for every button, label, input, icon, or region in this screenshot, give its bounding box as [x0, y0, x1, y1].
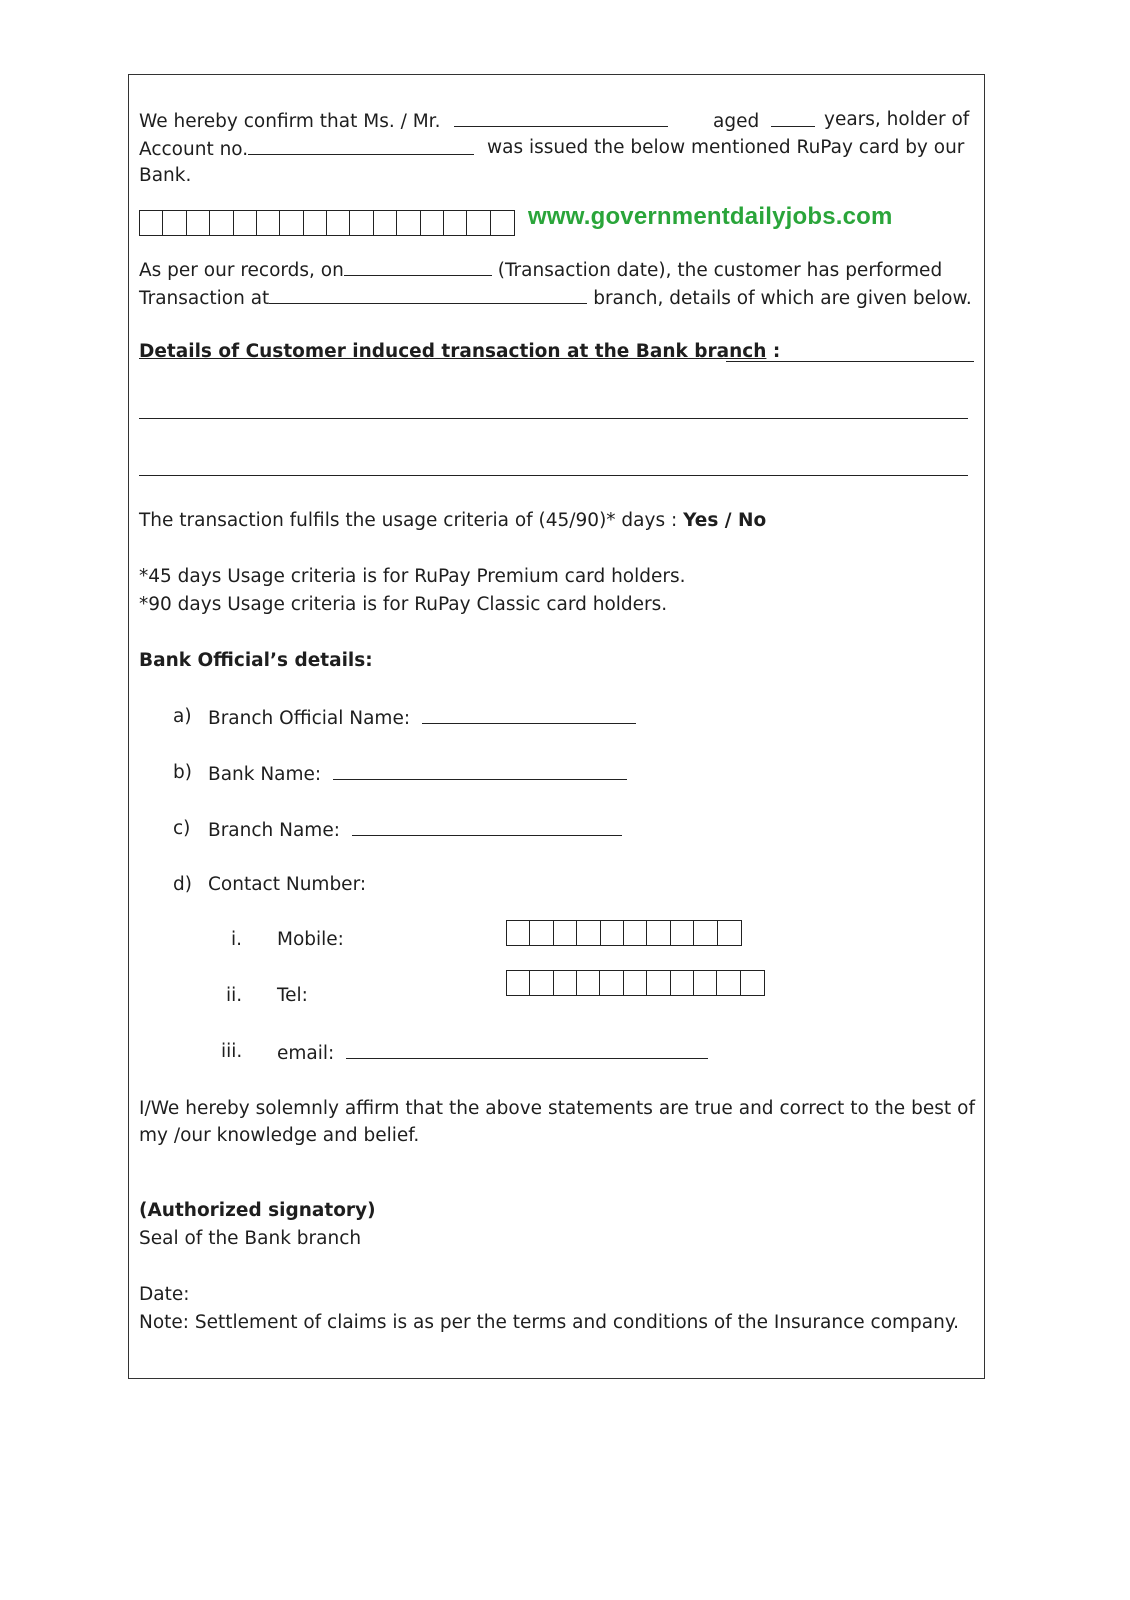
item-c-marker: c): [173, 818, 191, 839]
digit-box[interactable]: [554, 921, 577, 945]
records-line-1: [139, 258, 942, 282]
digit-box[interactable]: [577, 971, 600, 995]
digit-box[interactable]: [421, 211, 444, 235]
official-name-label: Branch Official Name:: [208, 708, 411, 729]
transaction-date-field[interactable]: [344, 258, 492, 276]
digit-box[interactable]: [304, 211, 327, 235]
authorized-signatory: (Authorized signatory): [139, 1200, 376, 1221]
account-number-field[interactable]: [248, 137, 474, 155]
email-row: [277, 1041, 708, 1065]
tel-boxes[interactable]: [506, 970, 765, 996]
seal-text: Seal of the Bank branch: [139, 1228, 362, 1249]
tel-label: Tel:: [277, 985, 308, 1006]
digit-box[interactable]: [624, 971, 647, 995]
settlement-note: Note: Settlement of claims is as per the terms and conditions of the Insurance company.: [139, 1312, 960, 1333]
email-field[interactable]: [346, 1041, 708, 1059]
digit-box[interactable]: [530, 921, 553, 945]
digit-box[interactable]: [187, 211, 210, 235]
official-name-row: [208, 706, 636, 730]
transaction-at-text: Transaction at: [139, 288, 270, 309]
digit-box[interactable]: [257, 211, 280, 235]
item-ii-marker: ii.: [226, 985, 243, 1006]
bank-name-field[interactable]: [333, 762, 627, 780]
digit-box[interactable]: [327, 211, 350, 235]
details-heading-row: [139, 341, 780, 363]
bank-name-label: Bank Name:: [208, 764, 322, 785]
usage-row: [139, 510, 766, 532]
customer-name-field[interactable]: [454, 109, 668, 127]
digit-box[interactable]: [600, 971, 623, 995]
records-line-2: [139, 286, 972, 310]
digit-box[interactable]: [671, 971, 694, 995]
digit-box[interactable]: [671, 921, 694, 945]
affirm-line-2: my /our knowledge and belief.: [139, 1125, 420, 1146]
digit-box[interactable]: [554, 971, 577, 995]
official-heading: Bank Official’s details:: [139, 650, 373, 671]
digit-box[interactable]: [647, 921, 670, 945]
issued-text: was issued the below mentioned RuPay card by our: [487, 137, 965, 158]
digit-box[interactable]: [444, 211, 467, 235]
item-d-marker: d): [173, 874, 192, 895]
digit-box[interactable]: [350, 211, 373, 235]
digit-box[interactable]: [530, 971, 553, 995]
official-name-field[interactable]: [422, 706, 636, 724]
years-text: years, holder of: [824, 109, 970, 130]
digit-box[interactable]: [374, 211, 397, 235]
branch-name-label: Branch Name:: [208, 820, 340, 841]
confirm-text: We hereby confirm that Ms. / Mr.: [139, 111, 441, 132]
digit-box[interactable]: [718, 921, 741, 945]
item-a-marker: a): [173, 706, 192, 727]
age-field[interactable]: [771, 109, 815, 127]
details-heading: Details of Customer induced transaction at the Bank branch: [139, 341, 767, 362]
digit-box[interactable]: [467, 211, 490, 235]
digit-box[interactable]: [601, 921, 624, 945]
aged-group: [713, 109, 815, 133]
contact-number-label: Contact Number:: [208, 874, 367, 895]
digit-box[interactable]: [624, 921, 647, 945]
digit-box[interactable]: [491, 211, 514, 235]
transaction-branch-field[interactable]: [269, 286, 587, 304]
mobile-boxes[interactable]: [506, 920, 742, 946]
digit-box[interactable]: [694, 921, 717, 945]
digit-box[interactable]: [741, 971, 764, 995]
item-iii-marker: iii.: [221, 1041, 243, 1062]
branch-name-field[interactable]: [352, 818, 622, 836]
digit-box[interactable]: [717, 971, 740, 995]
digit-box[interactable]: [577, 921, 600, 945]
date-label: Date:: [139, 1284, 190, 1305]
watermark-text: www.governmentdailyjobs.com: [528, 203, 893, 230]
details-line-2[interactable]: [139, 475, 968, 476]
digit-box[interactable]: [280, 211, 303, 235]
confirm-line-1: [139, 109, 668, 133]
affirm-line-1: I/We hereby solemnly affirm that the above statements are true and correct to the best of: [139, 1098, 975, 1119]
mobile-label: Mobile:: [277, 929, 344, 950]
details-line-1[interactable]: [139, 418, 968, 419]
details-colon: :: [772, 341, 781, 362]
digit-box[interactable]: [507, 971, 530, 995]
as-per-text: As per our records, on: [139, 260, 344, 281]
digit-box[interactable]: [234, 211, 257, 235]
bank-name-row: [208, 762, 627, 786]
account-text: Account no.: [139, 139, 249, 160]
item-i-marker: i.: [231, 929, 243, 950]
branch-details-text: branch, details of which are given below.: [593, 288, 972, 309]
transaction-date-text: (Transaction date), the customer has performed: [497, 260, 943, 281]
confirm-line-2: [139, 137, 474, 161]
bank-text: Bank.: [139, 165, 192, 186]
digit-box[interactable]: [694, 971, 717, 995]
digit-box[interactable]: [163, 211, 186, 235]
email-label: email:: [277, 1043, 335, 1064]
digit-box[interactable]: [140, 211, 163, 235]
aged-text: aged: [713, 111, 760, 132]
digit-box[interactable]: [210, 211, 233, 235]
usage-note-90: *90 days Usage criteria is for RuPay Classic card holders.: [139, 594, 668, 615]
usage-text: The transaction fulfils the usage criteria of (45/90)* days :: [139, 510, 678, 531]
item-b-marker: b): [173, 762, 192, 783]
digit-box[interactable]: [507, 921, 530, 945]
digit-box[interactable]: [647, 971, 670, 995]
details-line-0[interactable]: [726, 361, 974, 362]
card-number-boxes[interactable]: [139, 210, 515, 236]
digit-box[interactable]: [397, 211, 420, 235]
usage-note-45: *45 days Usage criteria is for RuPay Premium card holders.: [139, 566, 686, 587]
yes-no-option[interactable]: Yes / No: [683, 510, 767, 531]
branch-name-row: [208, 818, 622, 842]
